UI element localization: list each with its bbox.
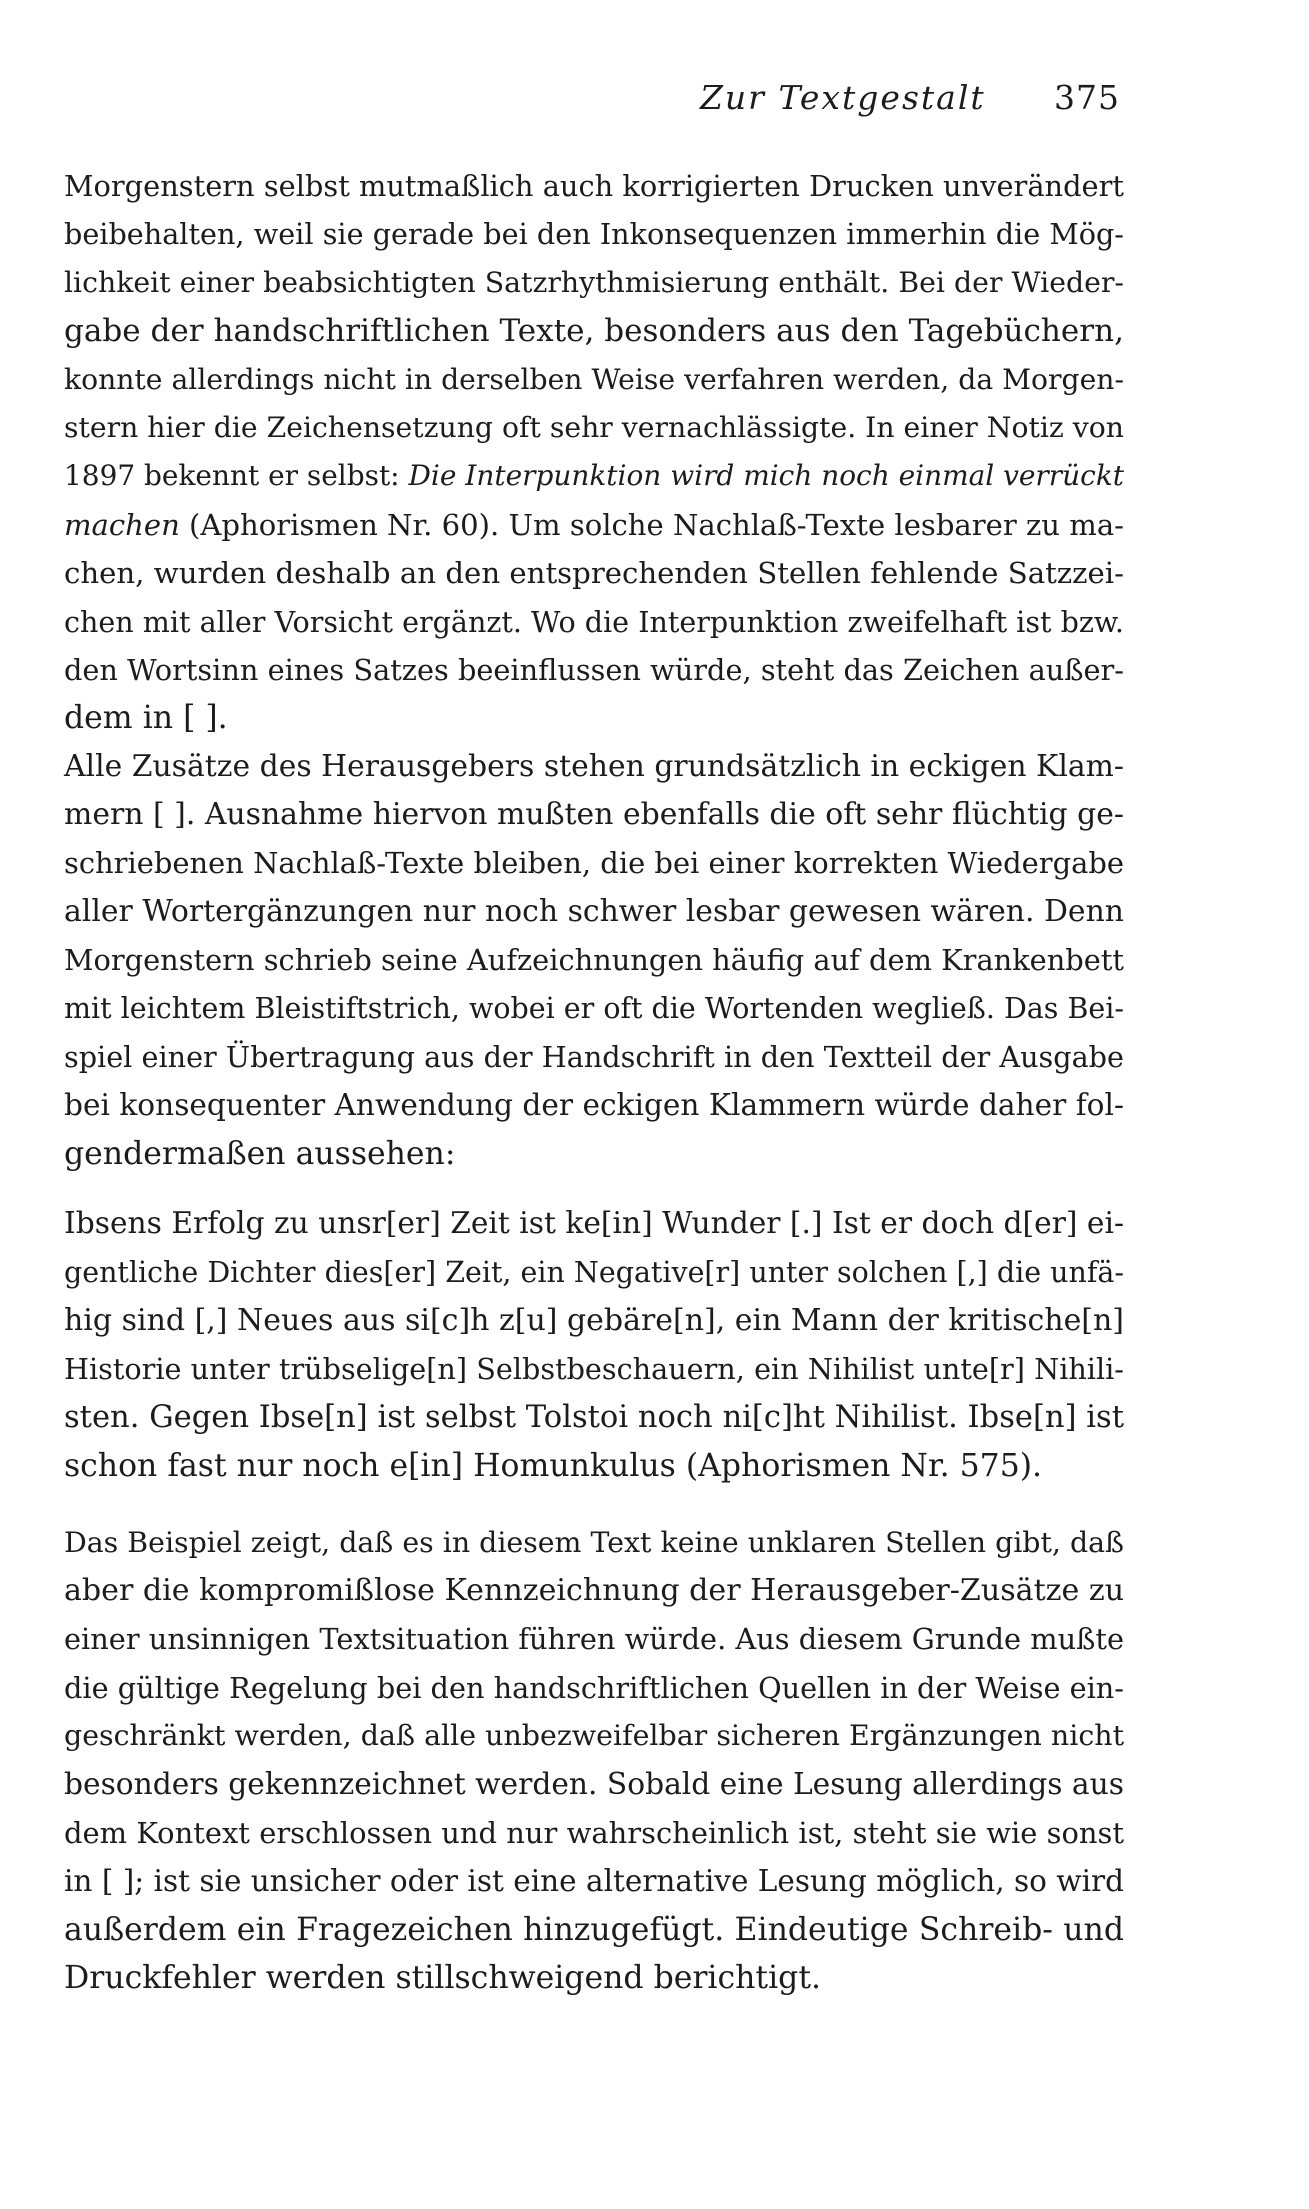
paragraph-4 xyxy=(64,1519,1124,2003)
text-line: spiel einer Übertragung aus der Handschrift in den Textteil der Ausgabe xyxy=(64,1040,1124,1075)
text-line: Morgenstern selbst mutmaßlich auch korrigierten Drucken unverändert xyxy=(64,169,1124,203)
running-title: Zur Textgestalt xyxy=(700,78,986,117)
text-line: Morgenstern schrieb seine Aufzeichnungen häufig auf dem Krankenbett xyxy=(64,943,1124,978)
page-number: 375 xyxy=(1054,78,1120,117)
text-line: außerdem ein Fragezeichen hinzugefügt. Eindeutige Schreib- und xyxy=(64,1911,1124,1948)
italic-quote: Die Interpunktion wird mich noch einmal verrückt xyxy=(408,459,1124,493)
text-line: aber die kompromißlose Kennzeichnung der Herausgeber-Zusätze zu xyxy=(64,1572,1125,1608)
text-line: einer unsinnigen Textsituation führen würde. Aus diesem Grunde mußte xyxy=(64,1622,1124,1657)
text-line: die gültige Regelung bei den handschriftlichen Quellen in der Weise ein- xyxy=(64,1670,1124,1705)
text-line: hig sind [,] Neues aus si[c]h z[u] gebäre[n], ein Mann der kritische[n] xyxy=(64,1302,1124,1338)
text-line: chen mit aller Vorsicht ergänzt. Wo die Interpunktion zweifelhaft ist bzw. xyxy=(64,604,1124,639)
body-text xyxy=(64,162,1124,2002)
text-line: stern hier die Zeichensetzung oft sehr vernachlässigte. In einer Notiz von xyxy=(64,410,1124,444)
text-line: bei konsequenter Anwendung der eckigen Klammern würde daher fol- xyxy=(64,1088,1124,1123)
italic-quote: machen xyxy=(64,507,180,542)
text-line: Alle Zusätze des Herausgebers stehen grundsätzlich in eckigen Klam- xyxy=(64,748,1124,784)
running-head xyxy=(700,78,1120,128)
text-line: mern [ ]. Ausnahme hiervon mußten ebenfalls die oft sehr flüchtig ge- xyxy=(64,797,1124,833)
text-line: konnte allerdings nicht in derselben Weise verfahren werden, da Morgen- xyxy=(64,362,1124,396)
text-line: aller Wortergänzungen nur noch schwer lesbar gewesen wären. Denn xyxy=(64,893,1124,929)
text-line: gendermaßen aussehen: xyxy=(64,1135,456,1172)
text-line: den Wortsinn eines Satzes beeinflussen würde, steht das Zeichen außer- xyxy=(64,652,1124,687)
text-line: mit leichtem Bleistiftstrich, wobei er oft die Wortenden wegließ. Das Bei- xyxy=(64,991,1125,1025)
text-line: sten. Gegen Ibse[n] ist selbst Tolstoi noch ni[c]ht Nihilist. Ibse[n] ist xyxy=(64,1399,1124,1435)
text-line: gabe der handschriftlichen Texte, besonders aus den Tagebüchern, xyxy=(64,313,1124,350)
text-line: chen, wurden deshalb an den entsprechenden Stellen fehlende Satzzei- xyxy=(64,556,1124,591)
text-line: in [ ]; ist sie unsicher oder ist eine alternative Lesung möglich, so wird xyxy=(64,1864,1124,1899)
text-line: Das Beispiel zeigt, daß es in diesem Text keine unklaren Stellen gibt, daß xyxy=(64,1525,1124,1559)
text-line: schon fast nur noch e[in] Homunkulus (Aphorismen Nr. 575). xyxy=(64,1448,1043,1485)
text-line: Druckfehler werden stillschweigend berichtigt. xyxy=(64,1960,821,1997)
text-line: lichkeit einer beabsichtigten Satzrhythmisierung enthält. Bei der Wieder- xyxy=(64,265,1124,299)
paragraph-1 xyxy=(64,162,1124,743)
text-line: Ibsens Erfolg zu unsr[er] Zeit ist ke[in] Wunder [.] Ist er doch d[er] ei- xyxy=(64,1206,1124,1242)
text-line: gentliche Dichter dies[er] Zeit, ein Negative[r] unter solchen [,] die unfä- xyxy=(64,1255,1124,1289)
text-line: geschränkt werden, daß alle unbezweifelbar sicheren Ergänzungen nicht xyxy=(64,1719,1124,1753)
text-line: dem in [ ]. xyxy=(64,700,228,737)
paragraph-2 xyxy=(64,743,1124,1179)
paragraph-gap xyxy=(64,1491,1124,1519)
text-run: (Aphorismen Nr. 60). Um solche Nachlaß-Texte lesbarer zu ma- xyxy=(179,507,1124,542)
text-line-with-italic xyxy=(64,452,1124,500)
text-line: Historie unter trübselige[n] Selbstbeschauern, ein Nihilist unte[r] Nihili- xyxy=(64,1352,1124,1387)
text-line: beibehalten, weil sie gerade bei den Inkonsequenzen immerhin die Mög- xyxy=(64,217,1124,252)
text-line: besonders gekennzeichnet werden. Sobald eine Lesung allerdings aus xyxy=(64,1766,1124,1802)
example-quotation xyxy=(64,1200,1124,1490)
text-line: dem Kontext erschlossen und nur wahrscheinlich ist, steht sie wie sonst xyxy=(64,1815,1124,1850)
text-line-with-italic xyxy=(64,501,1124,549)
text-run: 1897 bekennt er selbst: xyxy=(64,459,409,493)
paragraph-gap xyxy=(64,1178,1124,1200)
text-line: schriebenen Nachlaß-Texte bleiben, die bei einer korrekten Wiedergabe xyxy=(64,846,1124,881)
